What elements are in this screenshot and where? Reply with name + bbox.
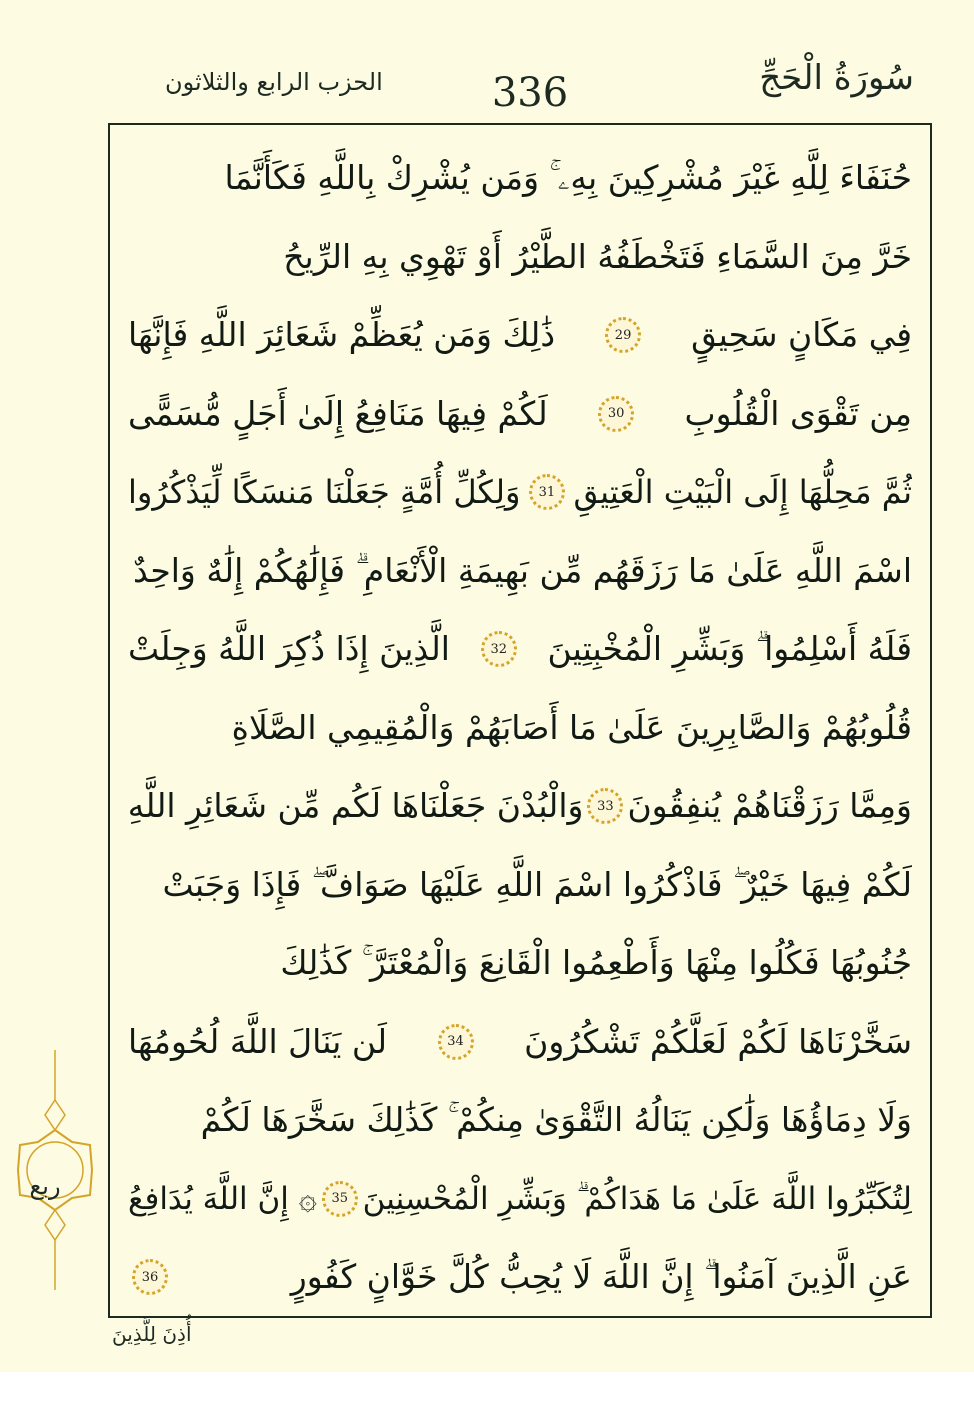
verse-number-marker: 36	[132, 1259, 168, 1295]
verse-text: ۞ إِنَّ اللَّهَ يُدَافِعُ	[128, 1180, 317, 1217]
verse-text: اسْمَ اللَّهِ عَلَىٰ مَا رَزَقَهُم مِّن بَهِيمَةِ الْأَنْعَامِ ۗ فَإِلَٰهُكُمْ إِلَٰهٌ وَاحِدٌ	[133, 550, 912, 590]
text-line	[128, 610, 912, 689]
text-line	[128, 375, 912, 454]
verse-text: لَكُمْ فِيهَا خَيْرٌ ۖ فَاذْكُرُوا اسْمَ اللَّهِ عَلَيْهَا صَوَافَّ ۖ فَإِذَا وَجَبَتْ	[162, 864, 912, 904]
text-line	[128, 532, 912, 611]
verse-text: لَكُمْ فِيهَا مَنَافِعُ إِلَىٰ أَجَلٍ مُّسَمًّى	[128, 393, 548, 433]
text-line	[128, 1081, 912, 1160]
catchword: أُذِنَ لِلَّذِينَ	[112, 1322, 192, 1346]
verse-text: حُنَفَاءَ لِلَّهِ غَيْرَ مُشْرِكِينَ بِهِۦ ۚ وَمَن يُشْرِكْ بِاللَّهِ فَكَأَنَّمَا	[224, 158, 912, 198]
quarter-mark: ربع	[29, 1172, 61, 1200]
text-line	[128, 218, 912, 297]
verse-number-marker: 31	[529, 474, 565, 510]
verse-text: وَلَا دِمَاؤُهَا وَلَٰكِن يَنَالُهُ التَّقْوَىٰ مِنكُمْ ۚ كَذَٰلِكَ سَخَّرَهَا لَكُمْ	[200, 1100, 912, 1140]
verse-number-marker: 32	[481, 631, 517, 667]
verse-text: وَالْبُدْنَ جَعَلْنَاهَا لَكُم مِّن شَعَائِرِ اللَّهِ	[128, 786, 584, 826]
text-frame	[108, 123, 932, 1318]
text-line	[128, 296, 912, 375]
verse-number-marker: 34	[438, 1024, 474, 1060]
verse-text: فَلَهُ أَسْلِمُوا ۗ وَبَشِّرِ الْمُخْبِتِينَ	[547, 629, 912, 669]
verse-number-marker: 30	[598, 396, 634, 432]
verse-number-marker: 29	[605, 317, 641, 353]
verse-text: عَنِ الَّذِينَ آمَنُوا ۗ إِنَّ اللَّهَ لَا يُحِبُّ كُلَّ خَوَّانٍ كَفُورٍ	[290, 1257, 912, 1297]
verse-text: الَّذِينَ إِذَا ذُكِرَ اللَّهُ وَجِلَتْ	[128, 629, 450, 669]
verse-text: خَرَّ مِنَ السَّمَاءِ فَتَخْطَفُهُ الطَّيْرُ أَوْ تَهْوِي بِهِ الرِّيحُ	[283, 236, 912, 276]
verse-text: وَمِمَّا رَزَقْنَاهُمْ يُنفِقُونَ	[627, 786, 912, 826]
verse-text: وَلِكُلِّ أُمَّةٍ جَعَلْنَا مَنسَكًا لِّيَذْكُرُوا	[128, 473, 521, 512]
text-line	[128, 453, 912, 532]
surah-name: سُورَةُ الْحَجِّ	[759, 58, 914, 98]
text-line	[128, 1003, 912, 1082]
verse-text: قُلُوبُهُمْ وَالصَّابِرِينَ عَلَىٰ مَا أَصَابَهُمْ وَالْمُقِيمِي الصَّلَاةِ	[231, 707, 912, 747]
hizb-label: الحزب الرابع والثلاثون	[165, 68, 383, 96]
text-line	[128, 139, 912, 218]
verse-text: ذَٰلِكَ وَمَن يُعَظِّمْ شَعَائِرَ اللَّهِ فَإِنَّهَا	[128, 315, 556, 355]
verse-text: سَخَّرْنَاهَا لَكُمْ لَعَلَّكُمْ تَشْكُرُونَ	[524, 1021, 912, 1061]
quran-text	[128, 139, 912, 1317]
text-line	[128, 689, 912, 768]
verse-number-marker: 33	[587, 788, 623, 824]
verse-text: لِتُكَبِّرُوا اللَّهَ عَلَىٰ مَا هَدَاكُمْ ۗ وَبَشِّرِ الْمُحْسِنِينَ	[362, 1180, 912, 1217]
text-line	[128, 924, 912, 1003]
text-line	[128, 1160, 912, 1239]
verse-text: جُنُوبُهَا فَكُلُوا مِنْهَا وَأَطْعِمُوا الْقَانِعَ وَالْمُعْتَرَّ ۚ كَذَٰلِكَ	[280, 943, 912, 983]
text-line	[128, 1238, 912, 1317]
verse-text: فِي مَكَانٍ سَحِيقٍ	[691, 315, 912, 355]
page-number: 336	[491, 70, 569, 116]
verse-text: مِن تَقْوَى الْقُلُوبِ	[684, 393, 912, 433]
verse-number-marker: 35	[322, 1181, 358, 1217]
text-line	[128, 846, 912, 925]
verse-text: لَن يَنَالَ اللَّهَ لُحُومُهَا	[128, 1021, 388, 1061]
text-line	[128, 767, 912, 846]
verse-text: ثُمَّ مَحِلُّهَا إِلَى الْبَيْتِ الْعَتِيقِ	[573, 473, 912, 512]
